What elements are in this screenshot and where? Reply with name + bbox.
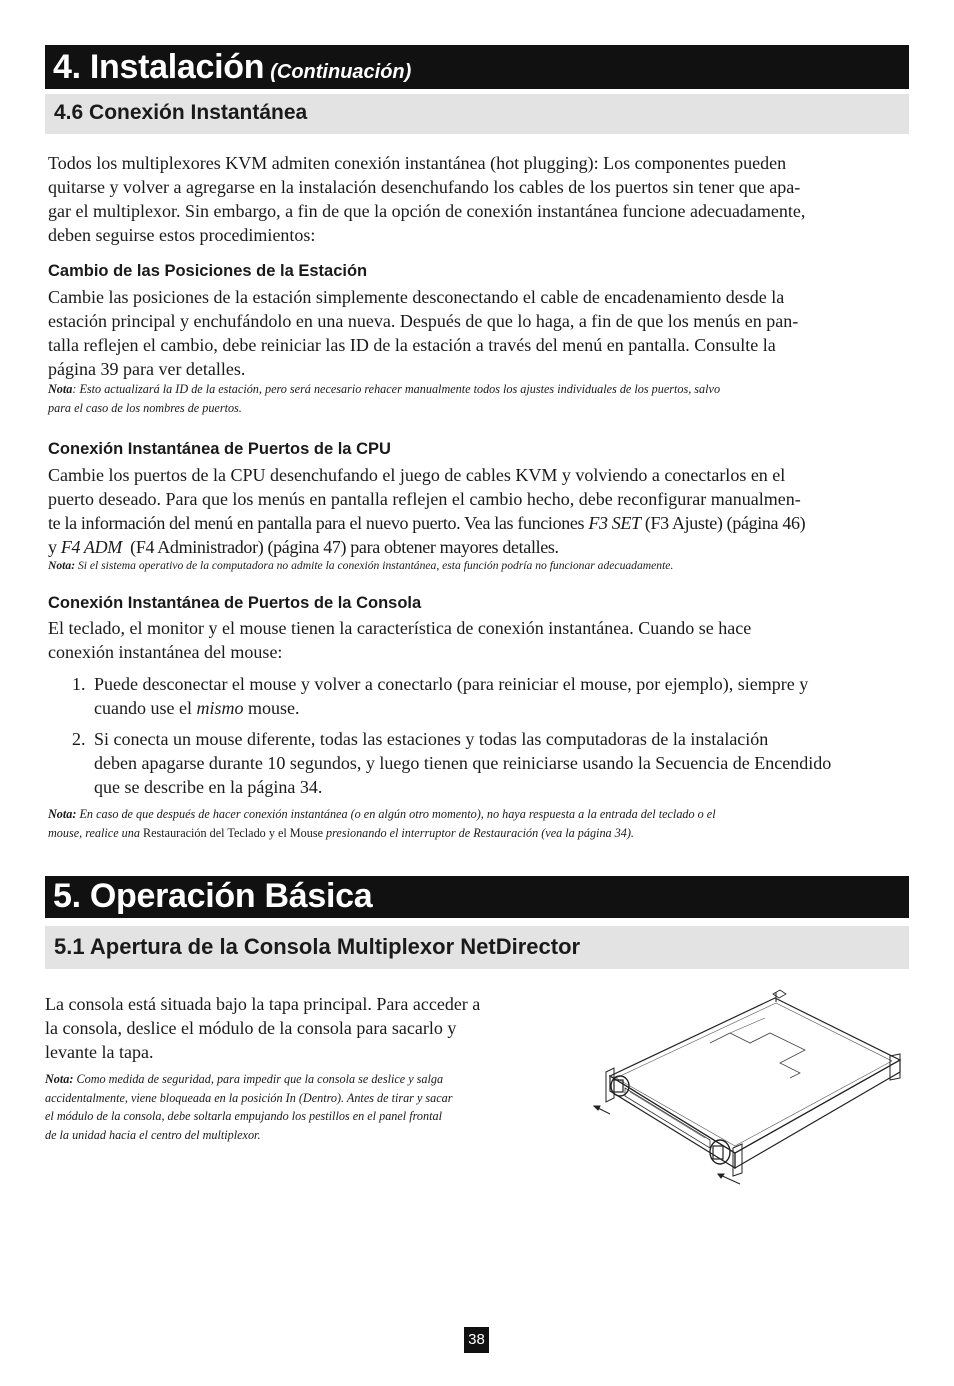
- subsection-4-6-header: [45, 94, 909, 134]
- safety-note: [45, 1070, 570, 1144]
- console-heading: Conexión Instantánea de Puertos de la Consola: [48, 594, 422, 612]
- note-text: de la unidad hacia el centro del multiplexor.: [45, 1127, 261, 1142]
- note-upright-text: Restauración del Teclado y el Mouse: [143, 825, 323, 840]
- list-line: Puede desconectar el mouse y volver a conectarlo (para reiniciar el mouse, por ejemplo), siempre y: [94, 674, 809, 694]
- list-text: [94, 672, 808, 720]
- f3-set-label: F3 SET: [588, 513, 641, 533]
- console-open-line: la consola, deslice el módulo de la consola para sacarlo y: [45, 1018, 457, 1038]
- station-line: estación principal y enchufándolo en una nueva. Después de que lo haga, a fin de que los menús en pan-: [48, 311, 799, 331]
- console-note: [48, 805, 918, 842]
- section-4-header: [45, 45, 909, 89]
- cpu-heading: Conexión Instantánea de Puertos de la CPU: [48, 440, 391, 458]
- note-text: Como medida de seguridad, para impedir que la consola se deslice y salga: [73, 1072, 444, 1086]
- intro-line: quitarse y volver a agregarse en la instalación desenchufando los cables de los puertos sin tener que apa-: [48, 177, 801, 197]
- console-line: El teclado, el monitor y el mouse tienen la característica de conexión instantánea. Cuando se hace: [48, 618, 752, 638]
- intro-line: gar el multiplexor. Sin embargo, a fin de que la opción de conexión instantánea funcione adecuadamente,: [48, 201, 806, 221]
- intro-line: Todos los multiplexores KVM admiten conexión instantánea (hot plugging): Los componentes pueden: [48, 153, 787, 173]
- station-line: página 39 para ver detalles.: [48, 359, 246, 379]
- list-line: que se describe en la página 34.: [94, 777, 323, 797]
- note-text: accidentalmente, viene bloqueada en la posición In (Dentro). Antes de tirar y sacar: [45, 1090, 453, 1105]
- cpu-line-text: (F3 Ajuste) (página 46): [640, 513, 806, 533]
- cpu-line-text: y: [48, 537, 61, 557]
- subsection-5-1-title: 5.1 Apertura de la Consola Multiplexor NetDirector: [54, 934, 581, 959]
- list-line: deben apagarse durante 10 segundos, y luego tienen que reiniciarse usando la Secuencia de Encendido: [94, 753, 832, 773]
- note-text: el módulo de la consola, debe soltarla empujando los pestillos en el panel frontal: [45, 1109, 442, 1123]
- station-line: Cambie las posiciones de la estación simplemente desconectando el cable de encadenamiento desde la: [48, 287, 785, 307]
- note-text: En caso de que después de hacer conexión instantánea (o en algún otro momento), no haya respuesta a la entrada del teclado o el: [76, 807, 716, 821]
- cpu-line: puerto deseado. Para que los menús en pantalla reflejen el cambio hecho, debe reconfigurar manualmen-: [48, 489, 801, 509]
- f4-adm-label: F4 ADM: [60, 537, 122, 557]
- list-line-text: cuando use el: [94, 698, 197, 718]
- note-text: presionando el interruptor de Restauración (vea la página 34).: [323, 825, 634, 840]
- list-number: 1.: [72, 674, 86, 694]
- section-4-title: 4. Instalación: [53, 48, 265, 86]
- list-text: [94, 727, 831, 799]
- cpu-paragraph: [48, 463, 918, 559]
- station-note: [48, 380, 918, 417]
- subsection-4-6-title: 4.6 Conexión Instantánea: [54, 101, 308, 124]
- note-text: para el caso de los nombres de puertos.: [48, 400, 242, 415]
- station-line: talla reflejen el cambio, debe reiniciar las ID de la estación a través del menú en pantalla. Consulte la: [48, 335, 776, 355]
- list-item: [72, 672, 912, 720]
- note-text: : Esto actualizará la ID de la estación, pero será necesario rehacer manualmente todos los ajustes individuales de los puertos, salvo: [72, 382, 721, 396]
- cpu-note: [48, 557, 918, 576]
- station-heading: Cambio de las Posiciones de la Estación: [48, 262, 368, 280]
- cpu-line: Cambie los puertos de la CPU desenchufando el juego de cables KVM y volviendo a conectarlos en el: [48, 465, 786, 485]
- list-line: Si conecta un mouse diferente, todas las estaciones y todas las computadoras de la instalación: [94, 729, 769, 749]
- station-paragraph: [48, 285, 918, 381]
- note-label: Nota:: [48, 559, 76, 572]
- page-number: 38: [464, 1327, 489, 1353]
- console-open-line: La consola está situada bajo la tapa principal. Para acceder a: [45, 994, 481, 1014]
- list-item: [72, 727, 912, 799]
- section-5-header: [45, 876, 909, 918]
- list-number: 2.: [72, 729, 86, 749]
- note-label: Nota: [48, 382, 73, 396]
- intro-paragraph: [48, 151, 918, 247]
- note-text: Si el sistema operativo de la computadora no admite la conexión instantánea, esta función podría no funcionar adecuadamente.: [75, 559, 674, 572]
- cpu-line: [48, 511, 918, 535]
- console-open-line: levante la tapa.: [45, 1042, 154, 1062]
- cpu-line-text: te la información del menú en pantalla para el nuevo puerto. Vea las funciones: [48, 513, 589, 533]
- cpu-line: [48, 535, 918, 559]
- list-line: [94, 696, 808, 720]
- note-label: Nota:: [48, 807, 77, 821]
- note-text: mouse, realice una: [48, 825, 143, 840]
- console-line: conexión instantánea del mouse:: [48, 642, 283, 662]
- kvm-console-illustration: [590, 988, 910, 1188]
- intro-line: deben seguirse estos procedimientos:: [48, 225, 316, 245]
- subsection-5-1-header: [45, 926, 909, 969]
- cpu-line-text: (F4 Administrador) (página 47) para obtener mayores detalles.: [121, 537, 559, 557]
- console-paragraph: [48, 616, 918, 664]
- note-label: Nota:: [45, 1072, 74, 1086]
- section-4-continuation: (Continuación): [270, 61, 412, 83]
- list-line-text: mouse.: [243, 698, 300, 718]
- console-open-paragraph: [45, 992, 565, 1064]
- section-5-title: 5. Operación Básica: [53, 877, 373, 915]
- mismo-emphasis: mismo: [196, 698, 244, 718]
